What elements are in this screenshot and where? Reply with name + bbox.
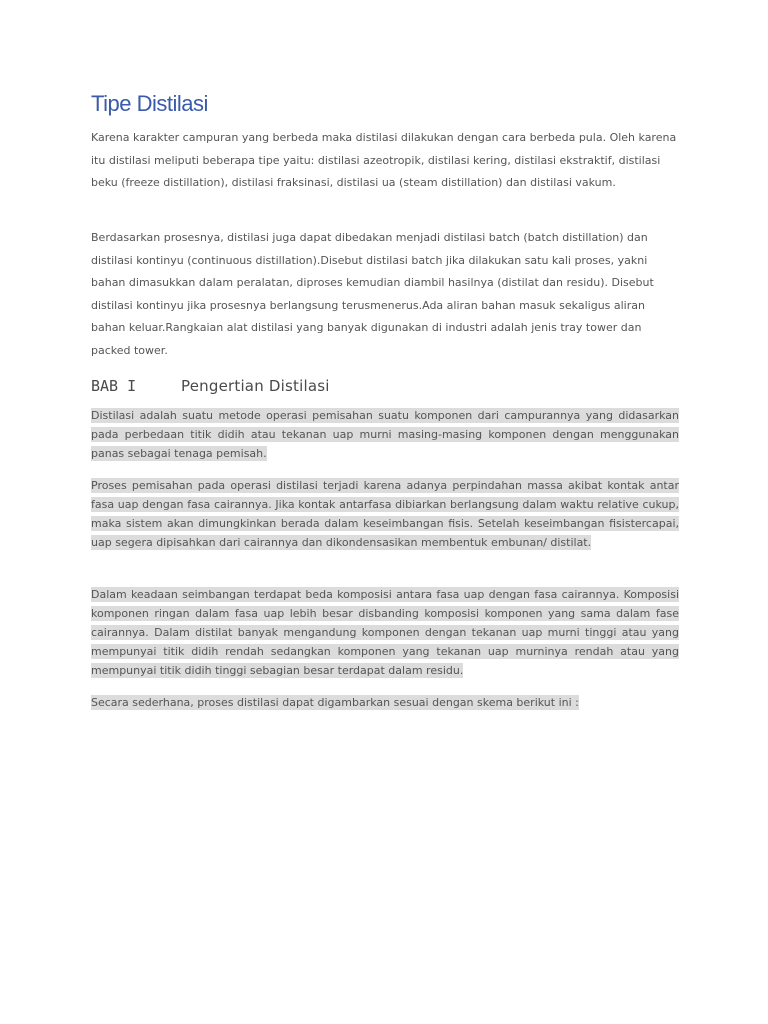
intro-paragraph-1: Karena karakter campuran yang berbeda maka distilasi dilakukan dengan cara berbeda pula. Oleh karena itu distilasi meliputi beberapa tipe yaitu: distilasi azeotropik, distilasi kering, distilasi ekstraktif, distilasi beku (freeze distillation), distilasi fraksinasi, distilasi ua (steam distillation) dan distilasi vakum. [91, 131, 677, 190]
chapter-title: Pengertian Distilasi [181, 377, 330, 395]
highlighted-text: Distilasi adalah suatu metode operasi pemisahan suatu komponen dari campurannya yang didasarkan pada perbedaan titik didih atau tekanan uap murni masing-masing komponen dengan menggunakan panas sebagai tenaga pemisah. [91, 409, 679, 460]
highlighted-paragraph-2 [91, 476, 679, 552]
highlighted-paragraph-4 [91, 693, 679, 712]
page-title: Tipe Distilasi [91, 91, 208, 116]
chapter-heading [91, 373, 679, 399]
highlighted-text: Proses pemisahan pada operasi distilasi terjadi karena adanya perpindahan massa akibat kontak antar fasa uap dengan fasa cairannya. Jika kontak antarfasa dibiarkan berlangsung dalam waktu relative cukup, maka sistem akan dimungkinkan berada dalam keseimbangan fisis. Setelah keseimbangan fisistercapai, uap segera dipisahkan dari cairannya dan dikondensasikan membentuk embunan/ distilat. [91, 479, 679, 549]
highlighted-paragraph-1 [91, 406, 679, 463]
highlighted-text: Secara sederhana, proses distilasi dapat digambarkan sesuai dengan skema berikut ini : [91, 696, 579, 709]
highlighted-text: Dalam keadaan seimbangan terdapat beda komposisi antara fasa uap dengan fasa cairannya. Komposisi komponen ringan dalam fasa uap lebih besar disbanding komposisi komponen yang sama dalam fase cairannya. Dalam distilat banyak mengandung komponen dengan tekanan uap murni tinggi atau yang mempunyai titik didih rendah sedangkan komponen yang tekanan uap murninya rendah atau yang mempunyai titik didih tinggi sebagian besar terdapat dalam residu. [91, 588, 679, 677]
highlighted-paragraph-3 [91, 585, 679, 680]
chapter-number: BAB I [91, 377, 137, 395]
intro-paragraph-2: Berdasarkan prosesnya, distilasi juga dapat dibedakan menjadi distilasi batch (batch distillation) dan distilasi kontinyu (continuous distillation).Disebut distilasi batch jika dilakukan satu kali proses, yakni bahan dimasukkan dalam peralatan, diproses kemudian diambil hasilnya (distilat dan residu). Disebut distilasi kontinyu jika prosesnya berlangsung terusmenerus.Ada aliran bahan masuk sekaligus aliran bahan keluar.Rangkaian alat distilasi yang banyak digunakan di industri adalah jenis tray tower dan packed tower. [91, 231, 654, 357]
